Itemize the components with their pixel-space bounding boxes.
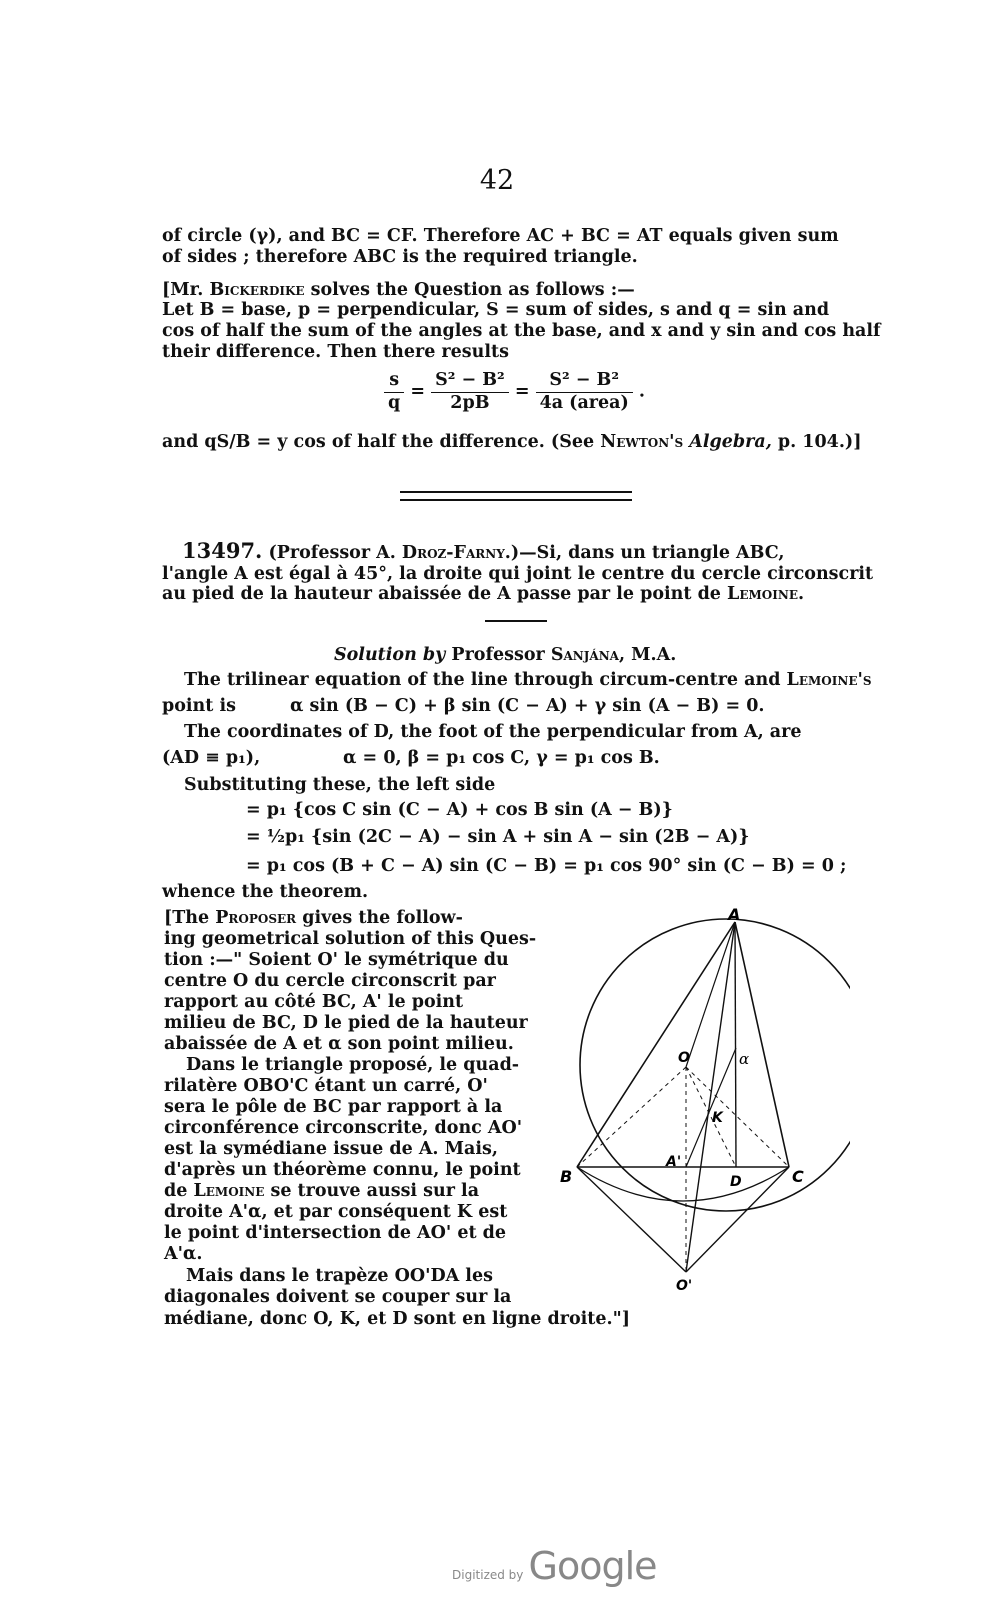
bickerdike-line-3: cos of half the sum of the angles at the base, and x and y sin and cos half [162,321,881,341]
bickerdike-line-4: their difference. Then there results [162,342,509,362]
line-bo-prime [577,1167,686,1272]
proposer-line-3: tion :—" Soient O' le symétrique du [164,950,509,970]
proposer-line-12: est la symédiane issue de A. Mais, [164,1139,498,1159]
solution-line-6: = p₁ {cos C sin (C − A) + cos B sin (A − B)} [246,800,673,820]
question-line-2: l'angle A est égal à 45°, la droite qui joint le centre du cercle circonscrit [162,564,874,584]
solution-line-7: = ½p₁ {sin (2C − A) − sin A + sin A − sin (2B − A)} [246,827,750,847]
question-line-1: 13497. (Professor A. Droz-Farny.)—Si, dans un triangle ABC, [182,538,785,563]
proposer-line-14: de Lemoine se trouve aussi sur la [164,1181,480,1201]
line-a-prime-alpha [686,1048,736,1167]
digitized-by-watermark: Digitized by Google [452,1544,657,1588]
proposer-line-18: Mais dans le trapèze OO'DA les [186,1266,493,1286]
solution-line-1: The trilinear equation of the line through circum-centre and Lemoine's [184,670,872,690]
solution-line-3: The coordinates of D, the foot of the perpendicular from A, are [184,722,802,742]
proposer-line-7: abaissée de A et α son point milieu. [164,1034,514,1054]
intro-line-2: of sides ; therefore ABC is the required triangle. [162,247,638,267]
label-alpha: α [739,1050,750,1068]
side-ab [577,922,735,1167]
geometry-figure [540,900,850,1300]
solution-line-2-label: point is [162,696,236,716]
google-logo: Google [528,1544,657,1588]
proposer-line-6: milieu de BC, D le pied de la hauteur [164,1013,528,1033]
label-o: O [678,1050,690,1066]
line-ao-prime [686,922,735,1272]
section-divider [400,491,632,501]
question-line-3: au pied de la hauteur abaissée de A passe par le point de Lemoine. [162,584,805,604]
label-c: C [792,1167,804,1186]
proposer-line-13: d'après un théorème connu, le point [164,1160,521,1180]
side-ac [735,922,789,1167]
solution-heading: Solution by Professor Sanjána, M.A. [334,645,677,665]
dashed-oc [686,1067,789,1167]
proposer-line-8: Dans le triangle proposé, le quad- [186,1055,520,1075]
fraction-area: $\frac{\text{S² − B²}}{\text{4a (area)}}$ [536,370,633,414]
bickerdike-equation: $\frac{s}{q}$ = $\frac{\text{S² − B²}}{2pB}$ = $\frac{\text{S² − B²}}{\text{4a (area)}}$ . [384,370,645,414]
label-b: B [560,1167,573,1186]
altitude-ad [735,922,736,1167]
proposer-line-1: [The Proposer gives the follow- [164,908,463,928]
question-number: 13497. [182,538,263,563]
solution-line-9: whence the theorem. [162,882,369,902]
dashed-od [686,1067,736,1167]
solution-line-8: = p₁ cos (B + C − A) sin (C − B) = p₁ cos 90° sin (C − B) = 0 ; [246,856,847,876]
solution-line-4-equation: α = 0, β = p₁ cos C, γ = p₁ cos B. [343,748,660,768]
line-ao [686,922,735,1067]
proposer-line-16: le point d'intersection de AO' et de [164,1223,507,1243]
label-a: A [728,905,741,924]
proposer-line-20: médiane, donc O, K, et D sont en ligne droite."] [164,1309,631,1329]
bickerdike-line-1: [Mr. Bickerdike solves the Question as follows :— [162,280,635,300]
proposer-line-11: circonférence circonscrite, donc AO' [164,1118,523,1138]
proposer-line-9: rilatère OBO'C étant un carré, O' [164,1076,488,1096]
proposer-line-17: A'α. [164,1244,203,1264]
proposer-line-15: droite A'α, et par conséquent K est [164,1202,508,1222]
proposer-line-4: centre O du cercle circonscrit par [164,971,496,991]
label-o-prime: O' [676,1278,693,1294]
label-k: K [712,1110,723,1126]
solution-line-4-label: (AD ≡ p₁), [162,748,261,768]
label-a-prime: A' [666,1154,682,1170]
fraction-2pb: $\frac{\text{S² − B²}}{2pB}$ [431,370,509,414]
solution-line-5: Substituting these, the left side [184,775,496,795]
proposer-line-5: rapport au côté BC, A' le point [164,992,464,1012]
intro-line-1: of circle (γ), and BC = CF. Therefore AC + BC = AT equals given sum [162,226,839,246]
solution-line-2-equation: α sin (B − C) + β sin (C − A) + γ sin (A − B) = 0. [290,696,765,716]
proposer-line-2: ing geometrical solution of this Ques- [164,929,537,949]
short-rule [485,620,547,622]
label-d: D [730,1174,742,1190]
proposer-line-10: sera le pôle de BC par rapport à la [164,1097,503,1117]
page-number: 42 [479,165,515,196]
fraction-s-q: $\frac{s}{q}$ [384,370,404,414]
bickerdike-line-2: Let B = base, p = perpendicular, S = sum of sides, s and q = sin and [162,300,830,320]
polar-arc [577,1167,789,1201]
proposer-line-19: diagonales doivent se couper sur la [164,1287,512,1307]
bickerdike-last-line: and qS/B = y cos of half the difference. (See Newton's Algebra, p. 104.)] [162,432,862,452]
